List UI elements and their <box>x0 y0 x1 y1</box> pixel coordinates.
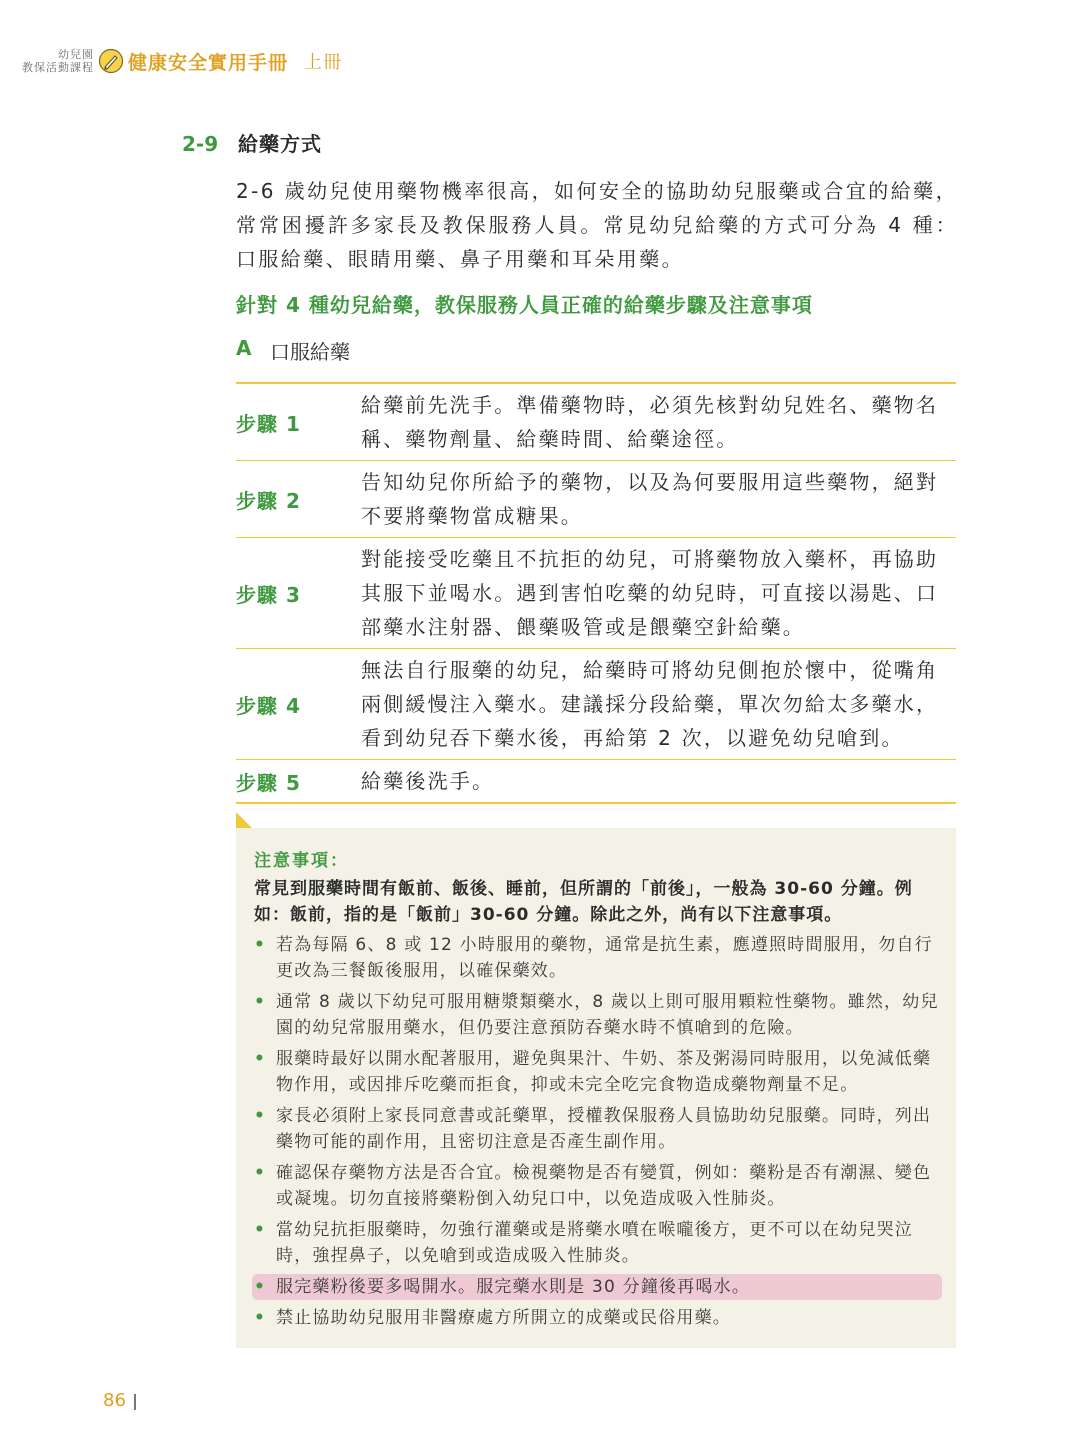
note-text: 當幼兒抗拒服藥時，勿強行灌藥或是將藥水噴在喉嚨後方，更不可以在幼兒哭泣時，強捏鼻子，以免嗆到或造成吸入性肺炎。 <box>276 1220 913 1266</box>
green-subheading: 針對 4 種幼兒給藥，教保服務人員正確的給藥步驟及注意事項 <box>236 293 813 317</box>
oral-heading <box>236 336 350 365</box>
section-number: 2-9 <box>182 132 219 156</box>
list-item <box>252 1103 942 1155</box>
note-text: 家長必須附上家長同意書或託藥單，授權教保服務人員協助幼兒服藥。同時，列出藥物可能的副作用，且密切注意是否產生副作用。 <box>276 1106 932 1152</box>
list-item <box>252 932 942 984</box>
page-number: 86 <box>103 1390 126 1411</box>
list-item <box>252 1046 942 1098</box>
pencil-circle-icon <box>98 48 124 74</box>
section-title: 給藥方式 <box>238 132 322 156</box>
step-text: 對能接受吃藥且不抗拒的幼兒，可將藥物放入藥杯，再協助其服下並喝水。遇到害怕吃藥的幼兒時，可直接以湯匙、口部藥水注射器、餵藥吸管或是餵藥空針給藥。 <box>361 547 939 639</box>
bullet-icon: • <box>254 1163 267 1183</box>
header-line2: 教保活動課程 <box>22 61 94 74</box>
running-header <box>22 44 342 78</box>
bullet-icon: • <box>254 1277 267 1297</box>
bullet-icon: • <box>254 1308 267 1328</box>
bullet-icon: • <box>254 1106 267 1126</box>
highlighted-list-item <box>252 1274 942 1300</box>
note-text: 服藥時最好以開水配著服用，避免與果汁、牛奶、茶及粥湯同時服用，以免減低藥物作用，或因排斥吃藥而拒食，抑或未完全吃完食物造成藥物劑量不足。 <box>276 1049 932 1095</box>
step-label: 步驟 1 <box>236 411 301 436</box>
note-text: 若為每隔 6、8 或 12 小時服用的藥物，通常是抗生素，應遵照時間服用，勿自行更改為三餐飯後服用，以確保藥效。 <box>276 935 933 981</box>
step-text: 給藥後洗手。 <box>361 769 495 793</box>
step-row <box>236 461 956 538</box>
list-item <box>252 1160 942 1212</box>
step-row <box>236 760 956 804</box>
step-text: 告知幼兒你所給予的藥物，以及為何要服用這些藥物，絕對不要將藥物當成糖果。 <box>361 470 939 528</box>
step-row <box>236 649 956 760</box>
page-number-divider <box>134 1394 136 1410</box>
notes-intro: 常見到服藥時間有飯前、飯後、睡前，但所謂的「前後」，一般為 30-60 分鐘。例如：飯前，指的是「飯前」30-60 分鐘。除此之外，尚有以下注意事項。 <box>254 879 913 925</box>
bullet-icon: • <box>254 1049 267 1069</box>
header-title: 健康安全實用手冊 <box>128 51 289 74</box>
list-item <box>252 989 942 1041</box>
header-series <box>22 48 94 74</box>
note-text: 通常 8 歲以下幼兒可服用糖漿類藥水，8 歲以上則可服用顆粒性藥物。雖然，幼兒園的幼兒常服用藥水，但仍要注意預防吞藥水時不慎嗆到的危險。 <box>276 992 939 1038</box>
step-row <box>236 538 956 649</box>
step-row <box>236 384 956 461</box>
step-label: 步驟 5 <box>236 770 301 795</box>
header-line1: 幼兒園 <box>58 48 94 61</box>
section-heading <box>182 128 322 157</box>
oral-heading-letter: A <box>236 336 252 360</box>
bullet-icon: • <box>254 935 267 955</box>
intro-paragraph: 2-6 歲幼兒使用藥物機率很高，如何安全的協助幼兒服藥或合宜的給藥，常常困擾許多家長及教保服務人員。常見幼兒給藥的方式可分為 4 種：口服給藥、眼睛用藥、鼻子用藥和耳朵用藥。 <box>236 179 958 271</box>
notes-box <box>236 828 956 1348</box>
list-item <box>252 1217 942 1269</box>
oral-heading-title: 口服給藥 <box>270 340 350 364</box>
note-text: 服完藥粉後要多喝開水。服完藥水則是 30 分鐘後再喝水。 <box>276 1277 751 1297</box>
bullet-icon: • <box>254 1220 267 1240</box>
notes-list <box>252 932 942 1336</box>
step-text: 給藥前先洗手。準備藥物時，必須先核對幼兒姓名、藥物名稱、藥物劑量、給藥時間、給藥途徑。 <box>361 393 939 451</box>
bullet-icon: • <box>254 992 267 1012</box>
header-volume: 上冊 <box>304 52 343 73</box>
note-text: 禁止協助幼兒服用非醫療處方所開立的成藥或民俗用藥。 <box>276 1308 731 1328</box>
notes-title: 注意事項： <box>254 851 349 871</box>
note-text: 確認保存藥物方法是否合宜。檢視藥物是否有變質，例如：藥粉是否有潮濕、變色或凝塊。切勿直接將藥粉倒入幼兒口中，以免造成吸入性肺炎。 <box>276 1163 932 1209</box>
step-text: 無法自行服藥的幼兒，給藥時可將幼兒側抱於懷中，從嘴角兩側緩慢注入藥水。建議採分段給藥，單次勿給太多藥水，看到幼兒吞下藥水後，再給第 2 次，以避免幼兒嗆到。 <box>361 658 939 750</box>
step-label: 步驟 2 <box>236 488 301 513</box>
steps-table <box>236 382 956 804</box>
step-label: 步驟 3 <box>236 582 301 607</box>
list-item <box>252 1305 942 1331</box>
step-label: 步驟 4 <box>236 693 301 718</box>
